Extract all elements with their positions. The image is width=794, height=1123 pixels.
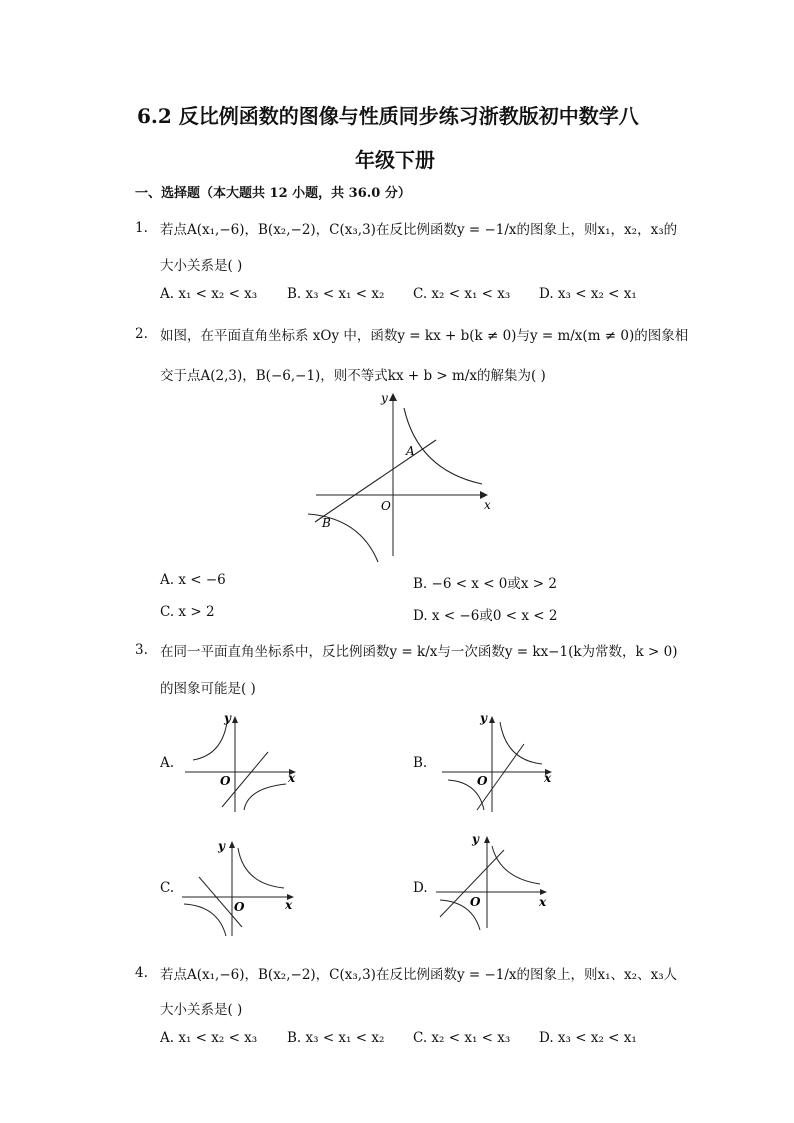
svg-text:x: x	[544, 771, 552, 785]
svg-text:x: x	[285, 898, 293, 912]
question-1-option-a[interactable]: A. x₁ < x₂ < x₃	[160, 286, 258, 302]
question-3-option-a[interactable]: A.	[160, 755, 175, 771]
svg-text:x: x	[539, 895, 547, 909]
question-3-option-d[interactable]: D.	[413, 880, 428, 896]
question-1-option-c[interactable]: C. x₂ < x₁ < x₃	[413, 286, 511, 302]
fig2-point-b-label: B	[322, 516, 331, 530]
fig3b-graph[interactable]	[442, 711, 552, 812]
question-2-option-a[interactable]: A. x < −6	[160, 572, 226, 588]
question-3-option-c[interactable]: C.	[160, 880, 175, 896]
question-2-number: 2.	[135, 326, 148, 342]
question-3-option-b[interactable]: B.	[413, 755, 428, 771]
svg-text:y: y	[218, 839, 225, 853]
question-4-option-d[interactable]: D. x₃ < x₂ < x₁	[539, 1030, 637, 1046]
fig2-origin-label: O	[381, 499, 391, 513]
fig3a-graph[interactable]	[185, 711, 296, 812]
question-3-text-line1: 在同一平面直角坐标系中，反比例函数y = k/x与一次函数y = kx−1(k为常数，k > 0)	[160, 644, 678, 660]
question-4-option-b[interactable]: B. x₃ < x₁ < x₂	[287, 1030, 385, 1046]
question-4-option-a[interactable]: A. x₁ < x₂ < x₃	[160, 1030, 258, 1046]
svg-text:y: y	[472, 832, 479, 846]
svg-text:O: O	[220, 774, 231, 788]
question-4-option-c[interactable]: C. x₂ < x₁ < x₃	[413, 1030, 511, 1046]
question-2-text-line2: 交于点A(2,3)，B(−6,−1)，则不等式kx + b > m/x的解集为( )	[160, 368, 546, 384]
svg-text:y: y	[224, 711, 231, 725]
section-heading: 一、选择题（本大题共 12 小题，共 36.0 分）	[135, 186, 411, 201]
question-2-option-c[interactable]: C. x > 2	[160, 604, 215, 620]
fig3c-graph[interactable]	[182, 839, 294, 936]
svg-text:x: x	[288, 771, 296, 785]
fig3d-graph[interactable]	[436, 832, 547, 930]
page-title-line2: 年级下册	[355, 148, 435, 172]
question-4-number: 4.	[135, 965, 148, 981]
question-4-text-line2: 大小关系是( )	[160, 1002, 243, 1018]
question-1-option-d[interactable]: D. x₃ < x₂ < x₁	[539, 286, 637, 302]
question-1-text-line1: 若点A(x₁,−6)，B(x₂,−2)，C(x₃,3)在反比例函数y = −1/x的图象上，则x₁，x₂，x₃的	[160, 222, 678, 238]
page-title-line1: 6.2 反比例函数的图像与性质同步练习浙教版初中数学八	[137, 104, 639, 128]
question-1-number: 1.	[135, 220, 148, 236]
question-1-text-line2: 大小关系是( )	[160, 258, 243, 274]
question-2-option-d[interactable]: D. x < −6或0 < x < 2	[413, 608, 558, 624]
question-4-text-line1: 若点A(x₁,−6)，B(x₂,−2)，C(x₃,3)在反比例函数y = −1/x的图象上，则x₁、x₂、x₃人	[160, 967, 678, 983]
svg-text:y: y	[480, 711, 487, 725]
fig2-x-label: x	[484, 498, 491, 512]
question-3-number: 3.	[135, 642, 148, 658]
svg-text:O: O	[470, 895, 481, 909]
question-3-text-line2: 的图象可能是( )	[160, 681, 256, 697]
question-2-option-b[interactable]: B. −6 < x < 0或x > 2	[413, 576, 557, 592]
question-2-text-line1: 如图，在平面直角坐标系 xOy 中，函数y = kx + b(k ≠ 0)与y = m/x(m ≠ 0)的图象相	[160, 328, 689, 344]
svg-text:O: O	[477, 774, 488, 788]
fig2-point-a-label: A	[406, 444, 415, 458]
question-1-option-b[interactable]: B. x₃ < x₁ < x₂	[287, 286, 385, 302]
fig2-y-label: y	[381, 391, 388, 405]
svg-text:O: O	[234, 900, 245, 914]
